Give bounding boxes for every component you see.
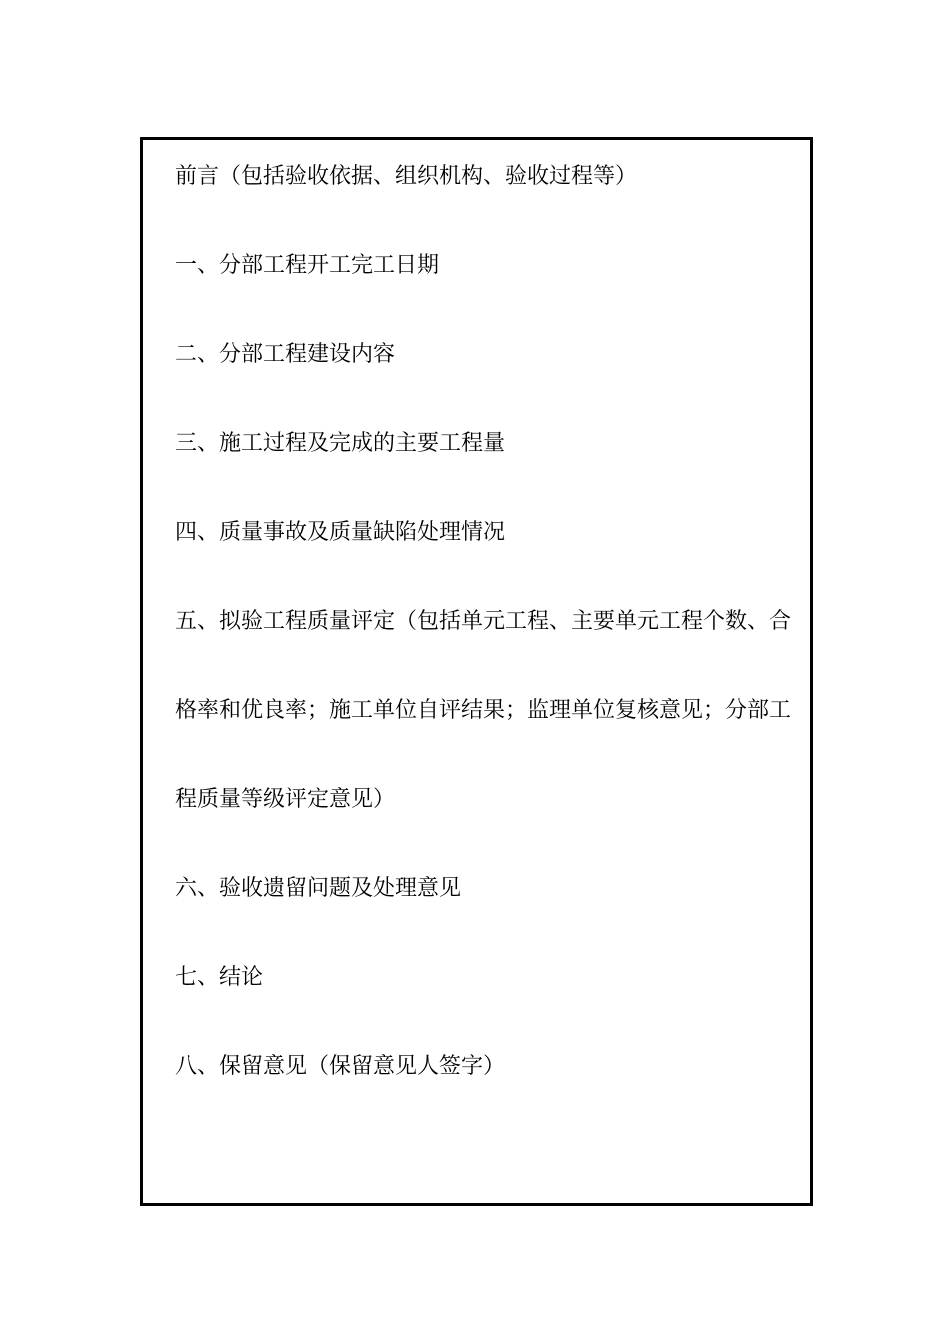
section-5-line-1: 五、拟验工程质量评定（包括单元工程、主要单元工程个数、合 xyxy=(175,609,792,634)
section-5-line-3: 程质量等级评定意见） xyxy=(175,787,396,812)
preface-line: 前言（包括验收依据、组织机构、验收过程等） xyxy=(175,164,638,189)
section-8-line: 八、保留意见（保留意见人签字） xyxy=(175,1054,506,1079)
section-2-line: 二、分部工程建设内容 xyxy=(175,342,396,367)
section-5-line-2: 格率和优良率；施工单位自评结果；监理单位复核意见；分部工 xyxy=(175,698,792,723)
section-6-line: 六、验收遗留问题及处理意见 xyxy=(175,876,462,901)
section-1-line: 一、分部工程开工完工日期 xyxy=(175,253,440,278)
section-4-line: 四、质量事故及质量缺陷处理情况 xyxy=(175,520,506,545)
section-3-line: 三、施工过程及完成的主要工程量 xyxy=(175,431,506,456)
document-frame xyxy=(140,137,813,1206)
section-7-line: 七、结论 xyxy=(175,965,264,990)
